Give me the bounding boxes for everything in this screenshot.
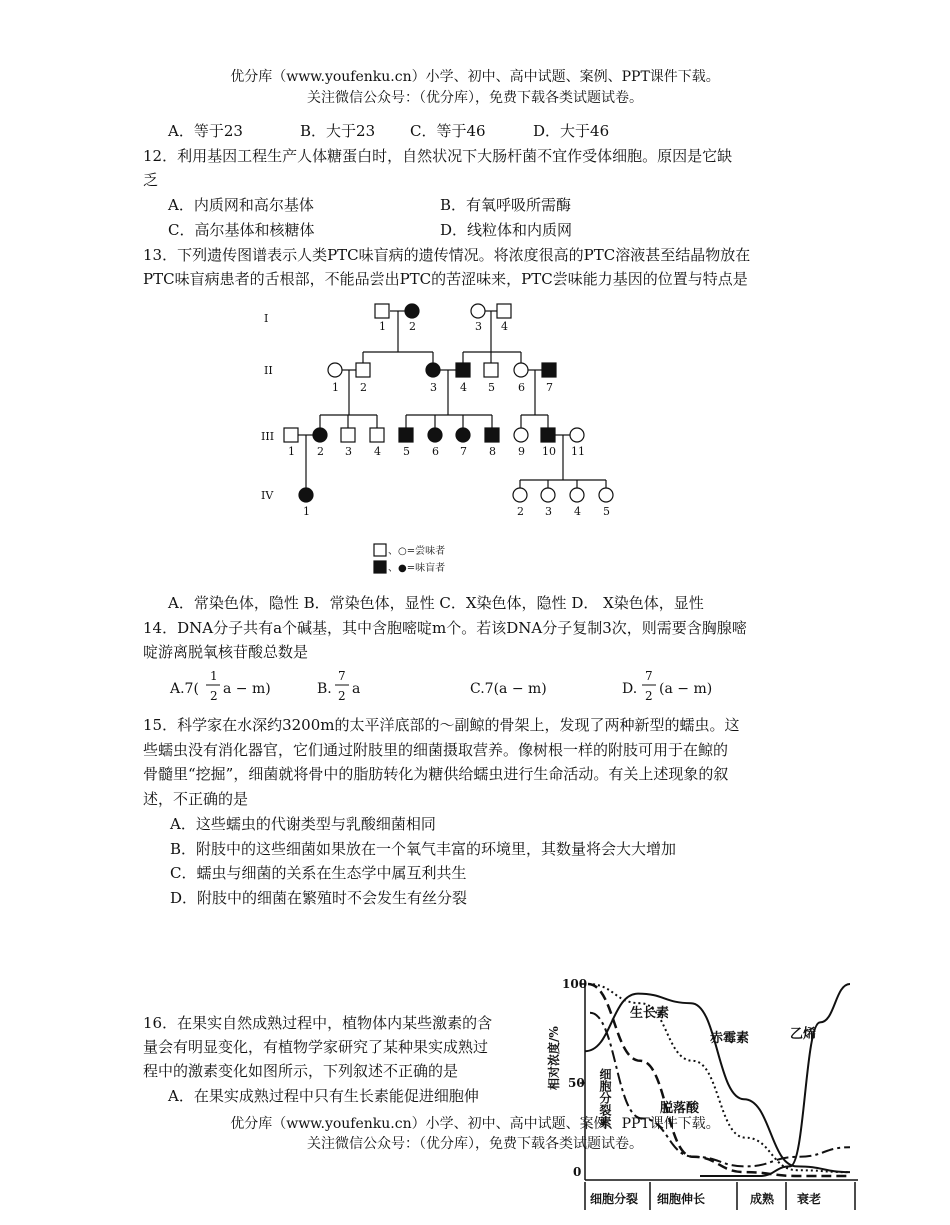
ped-num: 5 [488, 381, 495, 394]
q15-option-b: B．附肢中的这些细菌如果放在一个氧气丰富的环境里，其数量将会大大增加 [170, 840, 677, 858]
q13-options: A．常染色体，隐性 B．常染色体，显性 C．X染色体，隐性 D． X染色体，显性 [168, 594, 704, 612]
q14-option-c: C.7(a − m) [470, 681, 547, 697]
ped-I-4-male-taster [497, 304, 511, 318]
ped-I-3-female-taster [471, 304, 485, 318]
ped-num: 1 [288, 445, 295, 458]
ped-II-2-male-taster [356, 363, 370, 377]
q11-option-a: A．等于23 [168, 122, 243, 140]
ped-III-8-male-nontaster [485, 428, 499, 442]
y-tick-100: 100 [562, 977, 588, 991]
ped-III-5-male-nontaster [399, 428, 413, 442]
q12-option-d: D．线粒体和内质网 [440, 221, 573, 239]
q15-stem-line2: 些蠕虫没有消化器官，它们通过附肢里的细菌摄取营养。像树根一样的附肢可用于在鲸的 [143, 741, 729, 759]
stage-label-senescence: 衰老 [797, 1192, 822, 1206]
pedigree-chart [250, 295, 650, 585]
q14-option-a-suffix: a − m) [223, 681, 271, 697]
ped-num: 4 [501, 320, 508, 333]
ped-num: 1 [332, 381, 339, 394]
ped-num: 2 [360, 381, 367, 394]
y-tick-50: 50 [568, 1076, 585, 1090]
q14-frac-seven-num-d: 7 [645, 669, 653, 683]
ped-num: 10 [542, 445, 556, 458]
q11-option-c: C．等于46 [410, 122, 486, 140]
legend-nontaster-text: 、●=味盲者 [388, 563, 446, 574]
stage-label-elongation: 细胞伸长 [657, 1192, 706, 1206]
q14-option-b-prefix: B. [317, 681, 332, 697]
ped-num: 3 [430, 381, 437, 394]
ped-num: 5 [603, 505, 610, 518]
page-footer-line2: 关注微信公众号：（优分库），免费下载各类试题试卷。 [307, 1136, 643, 1152]
q14-frac-half-den: 2 [210, 689, 218, 703]
y-tick-0: 0 [573, 1165, 582, 1179]
q14-option-a-prefix: A.7( [170, 681, 199, 697]
ped-III-9-female-taster [514, 428, 528, 442]
q13-stem-line1: 13．下列遗传图谱表示人类PTC味盲病的遗传情况。将浓度很高的PTC溶液甚至结晶物放在 [143, 246, 751, 264]
ped-II-3-female-nontaster [426, 363, 440, 377]
stage-label-ripening: 成熟 [750, 1192, 775, 1206]
ped-num: 6 [432, 445, 439, 458]
q12-stem-line1: 12．利用基因工程生产人体糖蛋白时，自然状况下大肠杆菌不宜作受体细胞。原因是它缺 [143, 147, 733, 165]
gen-label-III: III [261, 430, 275, 443]
q15-stem-line1: 15．科学家在水深约3200m的太平洋底部的～副鲸的骨架上，发现了两种新型的蠕虫。这 [143, 716, 740, 734]
ped-III-4-male-taster [370, 428, 384, 442]
page-header-line2: 关注微信公众号：（优分库），免费下载各类试题试卷。 [307, 90, 643, 106]
q14-frac-seven-den-d: 2 [645, 689, 653, 703]
ped-num: 2 [317, 445, 324, 458]
legend-taster-text: 、○=尝味者 [388, 546, 446, 557]
legend-nontaster-square-icon [374, 561, 386, 573]
ped-II-5-male-taster [484, 363, 498, 377]
ped-II-4-male-nontaster [456, 363, 470, 377]
ped-num: 4 [574, 505, 581, 518]
q15-option-a: A．这些蠕虫的代谢类型与乳酸细菌相同 [170, 815, 436, 833]
ped-num: 5 [403, 445, 410, 458]
ped-III-2-female-nontaster [313, 428, 327, 442]
ped-num: 6 [518, 381, 525, 394]
ped-IV-5-female-taster [599, 488, 613, 502]
ped-IV-1-female-nontaster [299, 488, 313, 502]
ped-num: 1 [303, 505, 310, 518]
ped-num: 4 [374, 445, 381, 458]
ped-num: 9 [518, 445, 525, 458]
ped-num: 2 [517, 505, 524, 518]
q15-option-c: C．蠕虫与细菌的关系在生态学中属互利共生 [170, 864, 467, 882]
ped-num: 3 [545, 505, 552, 518]
q14-frac-seven-den: 2 [338, 689, 346, 703]
ped-num: 11 [571, 445, 585, 458]
q12-option-c: C．高尔基体和核糖体 [168, 221, 315, 239]
hormone-chart [545, 970, 865, 1220]
ped-I-2-female-nontaster [405, 304, 419, 318]
ped-III-10-male-nontaster [541, 428, 555, 442]
ped-II-7-male-nontaster [542, 363, 556, 377]
q14-option-d-suffix: (a − m) [659, 681, 713, 697]
ped-II-1-female-taster [328, 363, 342, 377]
curve-label-cytokinin: 细胞分裂素 [598, 1068, 612, 1128]
ped-num: 1 [379, 320, 386, 333]
ped-num: 7 [460, 445, 467, 458]
gen-label-II: II [264, 364, 273, 377]
ped-num: 3 [345, 445, 352, 458]
ped-III-1-male-taster [284, 428, 298, 442]
curve-label-gibberellin: 赤霉素 [710, 1031, 750, 1046]
q13-stem-line2: PTC味盲病患者的舌根部，不能品尝出PTC的苦涩味来，PTC尝味能力基因的位置与特点是 [143, 270, 748, 288]
q14-stem-line1: 14．DNA分子共有a个碱基，其中含胞嘧啶m个。若该DNA分子复制3次，则需要含胸腺嘧 [143, 619, 747, 637]
q14-frac-seven-num: 7 [338, 669, 346, 683]
q16-option-a: A．在果实成熟过程中只有生长素能促进细胞伸 [168, 1087, 479, 1105]
page-footer-line1: 优分库（www.youfenku.cn）小学、初中、高中试题、案例、PPT课件下载。 [230, 1116, 720, 1132]
q11-option-b: B．大于23 [300, 122, 376, 140]
ped-IV-3-female-taster [541, 488, 555, 502]
q14-options-formulas [165, 665, 725, 709]
q15-stem-line3: 骨髓里“挖掘”，细菌就将骨中的脂肪转化为糖供给蠕虫进行生命活动。有关上述现象的叙 [143, 765, 729, 783]
ped-IV-2-female-taster [513, 488, 527, 502]
ped-num: 7 [546, 381, 553, 394]
q16-stem-line1: 16．在果实自然成熟过程中，植物体内某些激素的含 [143, 1014, 493, 1032]
q15-stem-line4: 述，不正确的是 [143, 790, 249, 808]
q12-stem-line2: 乏 [143, 171, 159, 189]
gen-label-I: I [264, 312, 269, 325]
ped-III-7-female-nontaster [456, 428, 470, 442]
curve-label-aba: 脱落酸 [660, 1101, 700, 1116]
ped-num: 4 [460, 381, 467, 394]
q14-stem-line2: 啶游离脱氧核苷酸总数是 [143, 643, 309, 661]
q14-option-b-suffix: a [352, 681, 361, 697]
gen-label-IV: IV [261, 489, 274, 502]
q12-option-b: B．有氧呼吸所需酶 [440, 196, 572, 214]
ped-num: 3 [475, 320, 482, 333]
ped-III-6-female-nontaster [428, 428, 442, 442]
ped-IV-4-female-taster [570, 488, 584, 502]
ped-III-3-male-taster [341, 428, 355, 442]
curve-label-ethylene: 乙烯 [790, 1027, 817, 1042]
q14-option-d-prefix: D. [622, 681, 638, 697]
ped-num: 2 [409, 320, 416, 333]
ped-III-11-female-taster [570, 428, 584, 442]
q16-stem-line3: 程中的激素变化如图所示，下列叙述不正确的是 [143, 1062, 459, 1080]
curve-label-auxin: 生长素 [630, 1006, 670, 1021]
page-header-line1: 优分库（www.youfenku.cn）小学、初中、高中试题、案例、PPT课件下载。 [230, 69, 720, 85]
q14-frac-half-num: 1 [210, 669, 218, 683]
ped-II-6-female-taster [514, 363, 528, 377]
ped-I-1-male-taster [375, 304, 389, 318]
q12-option-a: A．内质网和高尔基体 [168, 196, 314, 214]
q16-stem-line2: 量会有明显变化，有植物学家研究了某种果实成熟过 [143, 1038, 489, 1056]
legend-taster-square-icon [374, 544, 386, 556]
q15-option-d: D．附肢中的细菌在繁殖时不会发生有丝分裂 [170, 889, 468, 907]
stage-label-division: 细胞分裂 [590, 1192, 639, 1206]
ped-num: 8 [489, 445, 496, 458]
q11-option-d: D．大于46 [533, 122, 610, 140]
y-axis-label: 相对浓度/% [547, 1026, 561, 1090]
